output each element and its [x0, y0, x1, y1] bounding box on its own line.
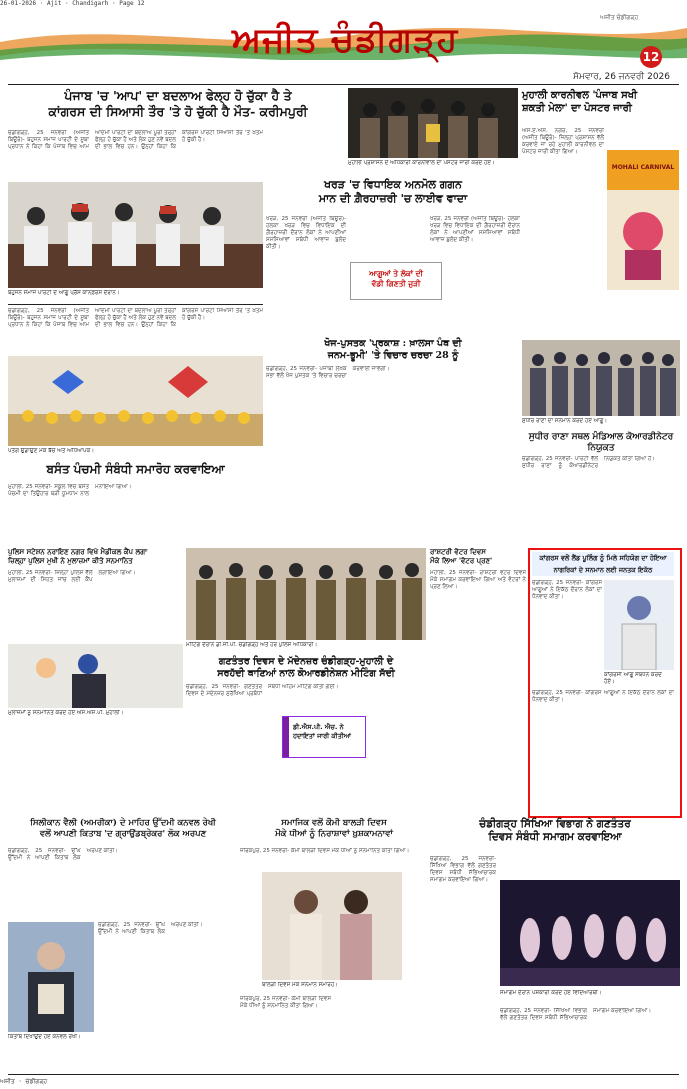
story4-caption: ਪਤੰਗ ਉਡਾਉਣ ਮੌਕੇ ਬੱਚੇ ਅਤੇ ਅਧਿਆਪਕ। — [8, 448, 95, 454]
story12-caption: ਕਿਤਾਬ ਦਿਖਾਉਂਦੇ ਹੋਏ ਕਨਵਲ ਰੇਖੀ। — [8, 1034, 81, 1040]
story2-highlight-box — [350, 262, 442, 300]
story1-photo — [8, 182, 263, 288]
story12-headline — [8, 818, 238, 839]
story13-headline-line1: ਸਮਾਜਿਕ ਵਲੋਂ ਕੌਮੀ ਬਾਲੜੀ ਦਿਵਸ — [281, 818, 387, 828]
story2-highlight-line2: ਵੱਡੀ ਗਿਣਤੀ ਜੁੜੀ — [371, 279, 421, 288]
story2-body-col1: ਖਰੜ, 25 ਜਨਵਰੀ (ਅਜੀਤ ਬਿਊਰੋ)- ਹਲਕਾ ਖਰੜ ਵਿਚ ਵਿਧਾਇਕ ਦੀ ਗ਼ੈਰਹਾਜ਼ਰੀ ਦੌਰਾਨ ਲੋਕਾਂ ਨੇ ਆਪਣੀਆਂ ਸਮੱਸਿਆਵਾਂ ਸਬੰਧੀ ਆਵਾਜ਼ ਬੁਲੰਦ ਕੀਤੀ। — [266, 216, 346, 250]
story9-headline — [430, 548, 526, 566]
story13-headline-line2: ਮੌਕੇ ਧੀਆਂ ਨੂੰ ਨਿਰਾਸ਼ਾਵਾਂ ਖ਼ੁਸ਼ਕਾਮਨਾਵਾਂ — [275, 828, 393, 839]
story13-caption: ਬਾਲੜੀ ਦਿਵਸ ਮੌਕੇ ਸਨਮਾਨ ਸਮਾਰੋਹ। — [262, 982, 338, 988]
story8-body: ਚੰਡੀਗੜ੍ਹ, 25 ਜਨਵਰੀ- ਗਣਤੰਤਰ ਦਿਵਸ ਦੇ ਮੱਦੇਨਜ਼ਰ ਸੁਰੱਖਿਆ ਪ੍ਰਬੰਧਾਂ ਸਬੰਧੀ ਅਹਿਮ ਮੀਟਿੰਗ ਕੀਤੀ ਗਈ। — [186, 684, 339, 697]
story8-callout-text: ਡੀ.ਐਸ.ਪੀ. ਐਚ. ਨੇ ਹਦਾਇਤਾਂ ਜਾਰੀ ਕੀਤੀਆਂ — [293, 723, 352, 740]
story8-callout-accent — [283, 717, 289, 757]
story8-caption: ਮੀਟਿੰਗ ਦੌਰਾਨ ਡੀ.ਜੀ.ਪੀ. ਚੰਡੀਗੜ੍ਹ ਅਤੇ ਹੋਰ ਪੁਲਿਸ ਅਧਿਕਾਰੀ। — [186, 642, 318, 648]
story6-body: ਚੰਡੀਗੜ੍ਹ, 25 ਜਨਵਰੀ- ਪਾਰਟੀ ਵੱਲੋਂ ਸੁਧੀਰ ਰਾਣਾ ਨੂੰ ਕੋਆਰਡੀਨੇਟਰ ਨਿਯੁਕਤ ਕੀਤਾ ਗਿਆ ਹੈ। — [522, 456, 655, 469]
story12-body: ਚੰਡੀਗੜ੍ਹ, 25 ਜਨਵਰੀ- ਉੱਘੇ ਉੱਦਮੀ ਨੇ ਆਪਣੀ ਕਿਤਾਬ ਲੋਕ ਅਰਪਣ ਕੀਤੀ। — [8, 848, 118, 861]
masthead-rule — [8, 84, 679, 85]
story8-photo-art — [186, 548, 426, 640]
masthead-title-part1: ਅਜੀਤ — [232, 20, 319, 60]
story12-photo — [8, 922, 94, 1032]
story12-photo-art — [8, 922, 94, 1032]
masthead-title — [232, 20, 522, 62]
story8-photo — [186, 548, 426, 640]
story10-body: ਚੰਡੀਗੜ੍ਹ, 25 ਜਨਵਰੀ- ਕਾਂਗਰਸ ਆਗੂਆਂ ਨੇ ਇਕੱਠ ਦੌਰਾਨ ਲੋਕਾਂ ਦਾ ਧੰਨਵਾਦ ਕੀਤਾ। — [532, 580, 602, 600]
story9-headline-line1: ਰਾਸ਼ਟਰੀ ਵੋਟਰ ਦਿਵਸ — [430, 547, 486, 556]
story11-headline — [430, 818, 680, 844]
story11-headline-line1: ਚੰਡੀਗੜ੍ਹ ਸਿੱਖਿਆ ਵਿਭਾਗ ਨੇ ਗਣਤੰਤਰ — [479, 818, 631, 830]
story2-photo — [348, 88, 518, 158]
story13-headline — [240, 818, 428, 839]
story13-body-cont: ਜ਼ੀਰਕਪੁਰ, 25 ਜਨਵਰੀ- ਕੌਮੀ ਬਾਲੜੀ ਦਿਵਸ ਮੌਕੇ ਧੀਆਂ ਨੂੰ ਸਨਮਾਨਿਤ ਕੀਤਾ ਗਿਆ। — [240, 996, 331, 1009]
story11-headline-line2: ਦਿਵਸ ਸੰਬੰਧੀ ਸਮਾਗਮ ਕਰਵਾਇਆ — [488, 831, 622, 844]
story4-photo-art — [8, 356, 263, 446]
story1-photo-art — [8, 182, 263, 288]
story2-highlight-line1: ਆਗੂਆਂ ਤੇ ਲੋਕਾਂ ਦੀ — [369, 269, 423, 278]
story8-headline — [186, 656, 426, 680]
footer-slug: ਅਜੀਤ · ਚੰਡੀਗੜ੍ਹ — [0, 1078, 48, 1085]
story1-body: ਚੰਡੀਗੜ੍ਹ, 25 ਜਨਵਰੀ (ਅਜੀਤ ਬਿਊਰੋ)- ਬਹੁਜਨ ਸਮਾਜ ਪਾਰਟੀ ਦੇ ਸੂਬਾ ਪ੍ਰਧਾਨ ਨੇ ਕਿਹਾ ਕਿ ਪੰਜਾਬ ਵਿਚ ਆਮ ਆਦਮੀ ਪਾਰਟੀ ਦਾ ਬਦਲਾਅ ਪੂਰੀ ਤਰ੍ਹਾਂ ਫੇਲ੍ਹ ਹੋ ਚੁੱਕਾ ਹੈ ਅਤੇ ਲੋਕ ਹੁਣ ਨਵੇਂ ਬਦਲ ਦੀ ਭਾਲ ਵਿਚ ਹਨ। ਉਨ੍ਹਾਂ ਕਿਹਾ ਕਿ ਕਾਂਗਰਸ ਪਾਰਟੀ ਸਿਆਸੀ ਤੌਰ 'ਤੇ ਖ਼ਤਮ ਹੋ ਚੁੱਕੀ ਹੈ। — [8, 130, 263, 150]
story5-body: ਚੰਡੀਗੜ੍ਹ, 25 ਜਨਵਰੀ- ਪੰਜਾਬੀ ਲੇਖਕ ਸਭਾ ਵੱਲੋਂ ਖੋਜ ਪੁਸਤਕ 'ਤੇ ਵਿਚਾਰ ਚਰਚਾ ਕਰਵਾਈ ਜਾਵੇਗੀ। — [266, 366, 390, 379]
story1-headline-line1: ਪੰਜਾਬ 'ਚ 'ਆਪ' ਦਾ ਬਦਲਾਅ ਫੇਲ੍ਹ ਹੋ ਚੁੱਕਾ ਹੈ ਤੇ — [64, 88, 292, 103]
story2-headline-line1: ਖਰੜ 'ਚ ਵਿਧਾਇਕ ਅਨਮੋਲ ਗਗਨ — [324, 178, 462, 191]
story12-headline-line2: ਵਲੋਂ ਆਪਣੀ ਕਿਤਾਬ 'ਦ ਗ੍ਰਾਉਂਡਬ੍ਰੇਕਰ' ਲੋਕ ਅਰਪਣ — [39, 828, 207, 839]
print-slug: 26-01-2026 · Ajit · Chandigarh · Page 12 — [0, 0, 145, 7]
story10-headline-line2: ਨਾਗਰਿਕਾਂ ਦੇ ਸਨਮਾਨ ਲਈ ਜਨਤਕ ਇਕੱਠ — [553, 566, 653, 574]
story3-headline — [522, 90, 680, 115]
story7-headline — [8, 548, 183, 566]
story5-headline-line1: ਖੋਜ-ਪੁਸਤਕ 'ਪ੍ਰਕਾਸ਼ : ਖ਼ਾਲਸਾ ਪੰਥ ਦੀ — [324, 338, 462, 349]
page-number-badge: 12 — [640, 46, 662, 68]
story2-photo-caption: ਮੁਹਾਲੀ ਪ੍ਰਸ਼ਾਸਨ ਦੇ ਅਧਿਕਾਰੀ ਕਾਰਨੀਵਾਲ ਦਾ ਪੋਸਟਰ ਜਾਰੀ ਕਰਦੇ ਹੋਏ। — [348, 160, 495, 166]
story11-photo — [500, 880, 680, 986]
story7-headline-line2: ਜ਼ਿਲ੍ਹਾ ਪੁਲਿਸ ਮੁਖੀ ਨੇ ਮੁਲਾਜ਼ਮਾਂ ਕੀਤੇ ਸਨਮਾਨਿਤ — [8, 555, 133, 565]
story1-headline-line2: ਕਾਂਗਰਸ ਦੀ ਸਿਆਸੀ ਤੌਰ 'ਤੇ ਹੋ ਚੁੱਕੀ ਹੈ ਮੌਤ- ਕਰੀਮਪੁਰੀ — [48, 103, 308, 119]
footer-rule — [8, 1074, 679, 1075]
story8-headline-line2: ਸਰਹੱਦੀ ਥਾਣਿਆਂ ਨਾਲ ਕੋਆਰਡੀਨੇਸ਼ਨ ਮੀਟਿੰਗ ਸੱਦੀ — [217, 667, 395, 679]
story8-headline-line1: ਗਣਤੰਤਰ ਦਿਵਸ ਦੇ ਮੱਦੇਨਜ਼ਰ ਚੰਡੀਗੜ੍ਹ-ਮੁਹਾਲੀ ਦੇ — [218, 656, 394, 667]
story2-photo-art — [348, 88, 518, 158]
story3-poster-art — [607, 150, 679, 290]
story11-caption: ਸਮਾਗਮ ਦੌਰਾਨ ਪੇਸ਼ਕਾਰੀ ਕਰਦੇ ਹੋਏ ਵਿਦਿਆਰਥੀ। — [500, 990, 602, 996]
story7-photo — [8, 644, 183, 708]
story7-headline-line1: ਪੁਲਿਸ ਸਟੇਸ਼ਨ ਨਰਾਇਣ ਨਗਰ ਵਿਖੇ ਮੈਡੀਕਲ ਕੈਂਪ ਲਗਾ — [8, 547, 148, 556]
story7-body: ਮੁਹਾਲੀ, 25 ਜਨਵਰੀ- ਜ਼ਿਲ੍ਹਾ ਪੁਲਿਸ ਵੱਲੋਂ ਮੁਲਾਜ਼ਮਾਂ ਦੀ ਸਿਹਤ ਜਾਂਚ ਲਈ ਕੈਂਪ ਲਗਾਇਆ ਗਿਆ। — [8, 570, 136, 583]
story1-caption: ਬਹੁਜਨ ਸਮਾਜ ਪਾਰਟੀ ਦੇ ਆਗੂ ਪ੍ਰੈੱਸ ਕਾਨਫ਼ਰੰਸ ਦੌਰਾਨ। — [8, 290, 120, 296]
story5-headline-line2: ਜਨਮ-ਭੂਮੀ' 'ਤੇ ਵਿਚਾਰ ਚਰਚਾ 28 ਨੂੰ — [327, 349, 459, 361]
story10-photo — [604, 580, 674, 670]
story3-poster — [607, 150, 679, 290]
story10-headline — [532, 552, 674, 576]
story11-photo-art — [500, 880, 680, 986]
edition-tag: ਅਜੀਤ ਚੰਡੀਗੜ੍ਹ — [600, 14, 639, 21]
divider — [8, 304, 263, 305]
story10-body-cont: ਚੰਡੀਗੜ੍ਹ, 25 ਜਨਵਰੀ- ਕਾਂਗਰਸ ਆਗੂਆਂ ਨੇ ਇਕੱਠ ਦੌਰਾਨ ਲੋਕਾਂ ਦਾ ਧੰਨਵਾਦ ਕੀਤਾ। — [532, 690, 674, 703]
story6-photo — [522, 340, 680, 416]
story3-body: ਐਸ.ਏ.ਐਸ. ਨਗਰ, 25 ਜਨਵਰੀ (ਅਜੀਤ ਬਿਊਰੋ)- ਜ਼ਿਲ੍ਹਾ ਪ੍ਰਸ਼ਾਸਨ ਵੱਲੋਂ ਕਰਵਾਏ ਜਾ ਰਹੇ ਮੁਹਾਲੀ ਕਾਰਨੀਵਲ ਦਾ ਪੋਸਟਰ ਜਾਰੀ ਕੀਤਾ ਗਿਆ। — [522, 128, 604, 155]
story6-caption: ਸੁਧੀਰ ਰਾਣਾ ਦਾ ਸਨਮਾਨ ਕਰਦੇ ਹੋਏ ਆਗੂ। — [522, 418, 608, 424]
story13-photo — [262, 872, 402, 980]
story3-headline-line1: ਮੁਹਾਲੀ ਕਾਰਨੀਵਲ 'ਪੰਜਾਬ ਸਖੀ — [522, 90, 638, 101]
story12-headline-line1: ਸਿਲੀਕਾਨ ਵੈਲੀ (ਅਮਰੀਕਾ) ਦੇ ਮਾਹਿਰ ਉੱਦਮੀ ਕਨਵਲ ਰੇਖੀ — [30, 818, 216, 828]
story3-poster-title: MOHALI CARNIVAL — [611, 164, 675, 171]
story6-photo-art — [522, 340, 680, 416]
story4-photo — [8, 356, 263, 446]
story7-photo-art — [8, 644, 183, 708]
story8-callout — [282, 716, 366, 758]
story9-body: ਮੋਹਾਲੀ, 25 ਜਨਵਰੀ- ਰਾਸ਼ਟਰੀ ਵੋਟਰ ਦਿਵਸ ਮੌਕੇ ਸਮਾਗਮ ਕਰਵਾਇਆ ਗਿਆ ਅਤੇ ਵੋਟਰਾਂ ਨੇ ਪ੍ਰਣ ਲਿਆ। — [430, 570, 526, 590]
story2-body-col2: ਖਰੜ, 25 ਜਨਵਰੀ (ਅਜੀਤ ਬਿਊਰੋ)- ਹਲਕਾ ਖਰੜ ਵਿਚ ਵਿਧਾਇਕ ਦੀ ਗ਼ੈਰਹਾਜ਼ਰੀ ਦੌਰਾਨ ਲੋਕਾਂ ਨੇ ਆਪਣੀਆਂ ਸਮੱਸਿਆਵਾਂ ਸਬੰਧੀ ਆਵਾਜ਼ ਬੁਲੰਦ ਕੀਤੀ। — [430, 216, 520, 243]
story10-caption: ਕਾਂਗਰਸੀ ਆਗੂ ਸੰਬੋਧਨ ਕਰਦੇ ਹੋਏ। — [604, 672, 662, 685]
story3-headline-line2: ਸ਼ਕਤੀ ਮੇਲਾ' ਦਾ ਪੋਸਟਰ ਜਾਰੀ — [522, 102, 632, 114]
dateline: ਸੋਮਵਾਰ, 26 ਜਨਵਰੀ 2026 — [573, 72, 670, 82]
story6-headline: ਸੁਧੀਰ ਰਾਣਾ ਸਥਲ ਮੰਡਿਆਲ ਕੋਆਰਡੀਨੇਟਰ ਨਿਯੁਕਤ — [528, 432, 674, 454]
story1-headline — [8, 88, 348, 119]
story13-body: ਜ਼ੀਰਕਪੁਰ, 25 ਜਨਵਰੀ- ਕੌਮੀ ਬਾਲੜੀ ਦਿਵਸ ਮੌਕੇ ਧੀਆਂ ਨੂੰ ਸਨਮਾਨਿਤ ਕੀਤਾ ਗਿਆ। — [240, 848, 410, 854]
story2-headline — [266, 178, 520, 206]
story12-body-cont: ਚੰਡੀਗੜ੍ਹ, 25 ਜਨਵਰੀ- ਉੱਘੇ ਉੱਦਮੀ ਨੇ ਆਪਣੀ ਕਿਤਾਬ ਲੋਕ ਅਰਪਣ ਕੀਤੀ। — [98, 922, 203, 935]
story11-body: ਚੰਡੀਗੜ੍ਹ, 25 ਜਨਵਰੀ- ਸਿੱਖਿਆ ਵਿਭਾਗ ਵੱਲੋਂ ਗਣਤੰਤਰ ਦਿਵਸ ਸਬੰਧੀ ਸੱਭਿਆਚਾਰਕ ਸਮਾਗਮ ਕਰਵਾਇਆ ਗਿਆ। — [430, 856, 496, 883]
story10-headline-line1: ਕਾਂਗਰਸ ਵਲੋਂ ਲੈਂਡ ਪੂਲਿੰਗ ਨੂੰ ਮਿਲੇ ਸਹਿਯੋਗ ਦਾ ਹੋਇਆ — [539, 554, 667, 562]
story13-photo-art — [262, 872, 402, 980]
story1-body-cont: ਚੰਡੀਗੜ੍ਹ, 25 ਜਨਵਰੀ (ਅਜੀਤ ਬਿਊਰੋ)- ਬਹੁਜਨ ਸਮਾਜ ਪਾਰਟੀ ਦੇ ਸੂਬਾ ਪ੍ਰਧਾਨ ਨੇ ਕਿਹਾ ਕਿ ਪੰਜਾਬ ਵਿਚ ਆਮ ਆਦਮੀ ਪਾਰਟੀ ਦਾ ਬਦਲਾਅ ਪੂਰੀ ਤਰ੍ਹਾਂ ਫੇਲ੍ਹ ਹੋ ਚੁੱਕਾ ਹੈ ਅਤੇ ਲੋਕ ਹੁਣ ਨਵੇਂ ਬਦਲ ਦੀ ਭਾਲ ਵਿਚ ਹਨ। ਉਨ੍ਹਾਂ ਕਿਹਾ ਕਿ ਕਾਂਗਰਸ ਪਾਰਟੀ ਸਿਆਸੀ ਤੌਰ 'ਤੇ ਖ਼ਤਮ ਹੋ ਚੁੱਕੀ ਹੈ। — [8, 308, 263, 328]
story5-headline — [266, 338, 520, 362]
story2-headline-line2: ਮਾਨ ਦੀ ਗ਼ੈਰਹਾਜ਼ਰੀ 'ਚ ਲਾਈਵ ਵਾਦਾ — [318, 191, 468, 205]
story9-headline-line2: ਮੌਕੇ ਲਿਆ 'ਵੋਟਰ ਪ੍ਰਣ' — [430, 555, 493, 565]
masthead-title-part2: ਚੰਡੀਗੜ੍ਹ — [331, 20, 459, 60]
story7-caption: ਮੁਲਾਜ਼ਮਾਂ ਨੂੰ ਸਨਮਾਨਿਤ ਕਰਦੇ ਹੋਏ ਐਸ.ਐਸ.ਪੀ. ਮੁਹਾਲੀ। — [8, 710, 124, 716]
story4-body: ਮੁਹਾਲੀ, 25 ਜਨਵਰੀ- ਸਕੂਲ ਵਿਚ ਬਸੰਤ ਪੰਚਮੀ ਦਾ ਤਿਉਹਾਰ ਬੜੀ ਧੂਮਧਾਮ ਨਾਲ ਮਨਾਇਆ ਗਿਆ। — [8, 484, 132, 497]
story10-photo-art — [604, 580, 674, 670]
story11-body-cont: ਚੰਡੀਗੜ੍ਹ, 25 ਜਨਵਰੀ- ਸਿੱਖਿਆ ਵਿਭਾਗ ਵੱਲੋਂ ਗਣਤੰਤਰ ਦਿਵਸ ਸਬੰਧੀ ਸੱਭਿਆਚਾਰਕ ਸਮਾਗਮ ਕਰਵਾਇਆ ਗਿਆ। — [500, 1008, 652, 1021]
story4-headline: ਬਸੰਤ ਪੰਚਮੀ ਸੰਬੰਧੀ ਸਮਾਰੋਹ ਕਰਵਾਇਆ — [46, 462, 225, 476]
